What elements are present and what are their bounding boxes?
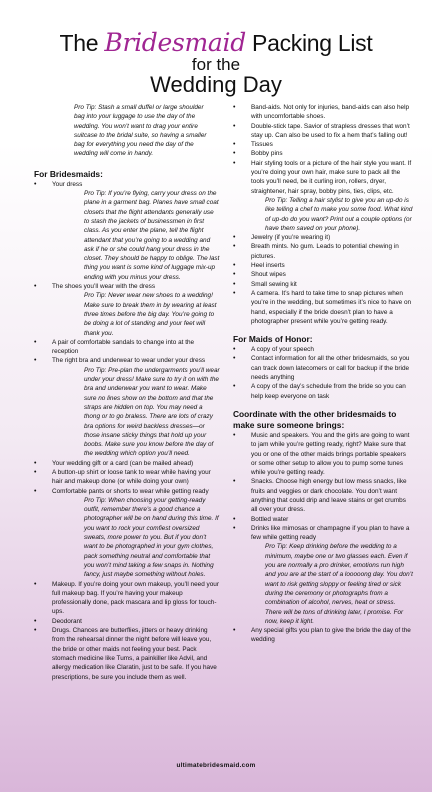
list-item-text: • A button-up shirt or loose tank to wear while having your hair and makeup done (or while doing your own) [52,468,211,486]
list-item [34,180,220,282]
list-item-text: • Your wedding gift or a card (can be mailed ahead) [52,459,194,467]
list-item-text: • Snacks. Choose high energy but low mess snacks, like fruits and veggies or dark chocolate. You don’t want anything that could drip and leave stains or get crumbs all over your dress. [251,478,407,514]
pro-tip: Pro Tip: If you’re flying, carry your dress on the plane in a garment bag. Planes have small coat closets that the flight attendants generally use to stash the jackets of businessmen in first class. As you enter the plane, tell the flight attendant that you’re going to a wedding and ask if he or she could hang your dress in the closet. They should be happy to oblige. The last thing you want is some kind of luggage mix-up ending with you minus your dress. [84,190,220,281]
maids-of-honor-heading: For Maids of Honor: [233,334,313,345]
pro-tip: Pro Tip: Keep drinking before the wedding to a minimum, maybe one or two glasses each. Even if you are normally a pro drinker, emotions run high and you are at the start of a looooong day. You don’t want to risk getting sloppy or feeling tired or sick during the ceremony or photographs from a combination of alcohol, nerves, heat or stress. There will be tons of drinking later, I promise. For now, keep it light. [265,543,413,625]
title-packing: Packing List [252,30,373,56]
toiletries-list [233,103,413,326]
list-item-text: • Bottled water [251,515,289,523]
pro-tip: Pro Tip: Never wear new shoes to a wedding! Make sure to break them in by wearing at least three times before the big day. You’re going to be doing a lot of standing and your feet will thank you. [84,292,217,337]
list-item [233,345,413,354]
title-for-the: for the [191,55,241,74]
list-item-text: • Band-aids. Not only for injuries, band-aids can also help with uncomfortable shoes. [251,104,410,121]
title-line-1 [0,30,432,55]
list-item-text: • Comfortable pants or shorts to wear while getting ready [52,487,209,495]
pro-tip: Pro Tip: When choosing your getting-ready outfit, remember there’s a good chance a photographer will be on hand during this time. If you want to rock your comfiest oversized sweats, more power to you. But if you don’t want to be photographed in your gym clothes, pack something neutral and comfortable that you won’t mind taking a few snaps in. Nothing fancy, just maybe something without holes. [84,496,219,579]
list-item-text: • Any special gifts you plan to give the bride the day of the wedding [251,627,411,644]
pro-tip: Pro Tip: Telling a hair stylist to give you an up-do is like telling a chef to make you some food. What kind of up-do do you want? Print out a couple options (or have them saved on your phone). [265,196,413,232]
list-item-text: • Heel inserts [251,262,285,270]
intro-pro-tip: Pro Tip: Stash a small duffel or large shoulder bag into your luggage to use the day of the wedding. You won’t want to drag your entire suitcase to the bridal suite, so having a smaller bag for everything you need the day of the wedding will come in handy. [74,104,207,158]
list-item-text: • Double-stick tape. Savior of strapless dresses that won’t stay up. Can also be used to fix a hem that’s falling out! [251,122,410,139]
pro-tip: Pro Tip: Pre-plan the undergarments you’ll wear under your dress! Make sure to try it on with the bra and underwear you want to wear. Make sure no lines show on the bottom and that the straps are hidden on top. You may need a thong or to go braless. There are lots of crazy bra options for weird backless dresses—or those insane sticky things that hold up your boobs. Make sure you know before the day of the wedding which option you’ll need. [84,366,220,458]
list-item-text: • A copy of the day’s schedule from the bride so you can help keep everyone on task [251,383,406,400]
title-the: The [59,30,99,56]
list-item [233,477,413,514]
list-item [233,233,413,242]
list-item [233,354,413,382]
list-item-text: • Hair styling tools or a picture of the hair style you want. If you’re doing your own hair, make sure to pack all the tools you’ll need, be it curling iron, rollers, dryer, straightener, hair spray, bobby pins, ties, clips, etc. [251,159,412,195]
list-item-text: • A camera. It’s hard to take time to snap pictures when you’re in the wedding, but sometimes it’s nice to have on hand, especially if the bride doesn’t plan to have a photographer present while you’re getting ready. [251,289,412,325]
maids-of-honor-list [233,345,413,401]
list-item-text: • Drinks like mimosas or champagne if you plan to have a few while getting ready [251,524,410,542]
list-item [233,103,413,122]
list-item [34,459,220,468]
list-item [233,159,413,233]
list-item-text: • Tissues [251,141,273,149]
bridesmaids-list [34,180,220,682]
footer-url: ultimatebridesmaid.com [176,762,256,769]
title-wedding-day: Wedding Day [150,72,282,97]
coordinate-heading: Coordinate with the other bridesmaids to make sure someone brings: [233,408,397,430]
list-item [34,626,220,682]
list-item [34,282,220,338]
list-item [34,617,220,626]
list-item-text: • Your dress [52,180,83,188]
right-column [233,103,413,645]
list-item [233,524,413,626]
list-item-text: • The right bra and underwear to wear under your dress [52,357,206,365]
list-item-text: • Deodorant [52,617,82,625]
list-item-text: • Bobby pins [251,150,283,158]
list-item-text: • The shoes you’ll wear with the dress [52,283,156,291]
list-item [34,468,220,487]
page-title [0,30,432,96]
list-item-text: • Shout wipes [251,271,286,279]
list-item-text: • A copy of your speech [251,346,314,354]
list-item [233,515,413,524]
list-item [233,289,413,326]
list-item [233,149,413,158]
list-item [233,140,413,149]
list-item [233,431,413,477]
left-column [34,103,220,682]
list-item [233,122,413,141]
list-item [34,487,220,580]
list-item [34,356,220,458]
list-item-text: • Contact information for all the other bridesmaids, so you can track down latecomers or call for backup if the bride needs anything [251,355,410,382]
list-item-text: • Small sewing kit [251,280,297,288]
title-script-word: Bridesmaid [104,28,246,57]
list-item [233,261,413,270]
list-item [233,242,413,261]
list-item-text: • Breath mints. No gum. Leads to potential chewing in pictures. [251,243,399,260]
list-item [233,382,413,401]
bridesmaids-heading: For Bridesmaids: [34,168,103,179]
list-item-text: • A pair of comfortable sandals to change into at the reception [52,338,195,356]
list-item [34,338,220,357]
list-item [34,580,220,617]
list-item-text: • Music and speakers. You and the girls are going to want to jam while you’re getting ready, right? Make sure that you or one of the other maids brings portable speakers or some other setup to allow you to pump some tunes while you’re getting ready. [251,431,410,477]
list-item-text: • Drugs. Chances are butterflies, jitters or heavy drinking from the rehearsal dinner the night before will leave you, the bride or other maids not feeling your best. Pack stomach medicine like Tums, a painkiller like Advil, and allergy medication like Claratin, just to be safe. If you have prescriptions, be sure you include them as well. [52,627,217,681]
list-item [233,626,413,645]
list-item [233,280,413,289]
list-item-text: • Jewelry (if you’re wearing it) [251,234,331,242]
list-item [233,270,413,279]
list-item-text: • Makeup. If you’re doing your own makeup, you’ll need your full makeup bag. If you’re having your makeup professionally done, pack mascara and lip gloss for touch-ups. [52,580,219,616]
coordinate-list [233,431,413,645]
